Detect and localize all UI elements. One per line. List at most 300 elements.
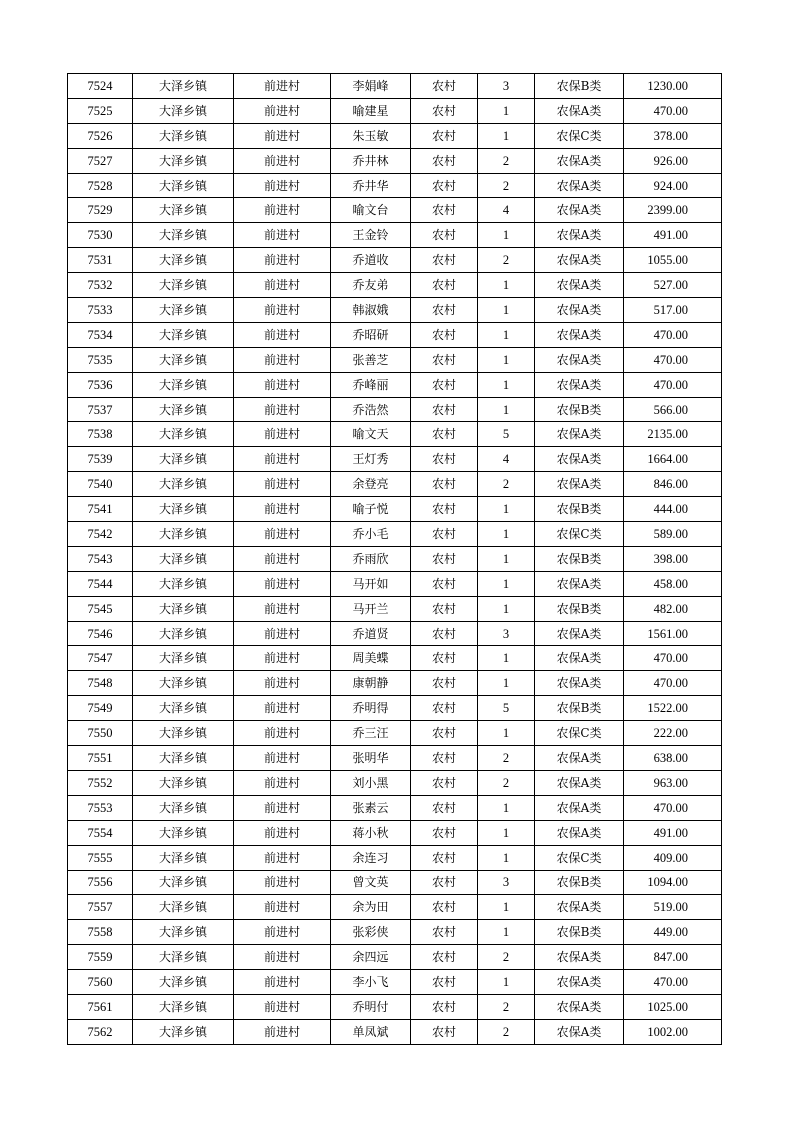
cell-village: 前进村	[234, 223, 331, 248]
cell-village: 前进村	[234, 770, 331, 795]
cell-member-count: 1	[478, 98, 535, 123]
table-row	[68, 522, 722, 547]
cell-village: 前进村	[234, 994, 331, 1019]
cell-member-count: 2	[478, 994, 535, 1019]
cell-amount: 1230.00	[624, 74, 722, 99]
table-row	[68, 472, 722, 497]
cell-town: 大泽乡镇	[133, 98, 234, 123]
table-row	[68, 571, 722, 596]
cell-person-name: 刘小黑	[331, 770, 411, 795]
cell-record-number: 7524	[68, 74, 133, 99]
cell-village: 前进村	[234, 497, 331, 522]
cell-person-name: 乔道收	[331, 248, 411, 273]
cell-amount: 2135.00	[624, 422, 722, 447]
cell-village: 前进村	[234, 322, 331, 347]
cell-amount: 1664.00	[624, 447, 722, 472]
cell-insurance-category: 农保A类	[535, 820, 624, 845]
cell-person-name: 余连习	[331, 845, 411, 870]
cell-town: 大泽乡镇	[133, 472, 234, 497]
cell-record-number: 7562	[68, 1019, 133, 1044]
cell-town: 大泽乡镇	[133, 671, 234, 696]
cell-village: 前进村	[234, 945, 331, 970]
cell-insurance-category: 农保A类	[535, 671, 624, 696]
cell-village: 前进村	[234, 621, 331, 646]
cell-village: 前进村	[234, 447, 331, 472]
cell-village: 前进村	[234, 646, 331, 671]
cell-insurance-category: 农保A类	[535, 298, 624, 323]
cell-amount: 449.00	[624, 920, 722, 945]
cell-village: 前进村	[234, 970, 331, 995]
cell-amount: 470.00	[624, 98, 722, 123]
cell-village: 前进村	[234, 397, 331, 422]
cell-insurance-category: 农保A类	[535, 895, 624, 920]
cell-record-number: 7532	[68, 273, 133, 298]
cell-member-count: 1	[478, 298, 535, 323]
cell-village: 前进村	[234, 347, 331, 372]
cell-household-type: 农村	[411, 546, 478, 571]
cell-village: 前进村	[234, 820, 331, 845]
cell-household-type: 农村	[411, 895, 478, 920]
table-row	[68, 945, 722, 970]
cell-insurance-category: 农保A类	[535, 795, 624, 820]
cell-household-type: 农村	[411, 223, 478, 248]
cell-town: 大泽乡镇	[133, 546, 234, 571]
cell-record-number: 7527	[68, 148, 133, 173]
cell-person-name: 喻子悦	[331, 497, 411, 522]
cell-record-number: 7558	[68, 920, 133, 945]
table-row	[68, 1019, 722, 1044]
cell-town: 大泽乡镇	[133, 347, 234, 372]
cell-person-name: 康朝静	[331, 671, 411, 696]
cell-member-count: 3	[478, 621, 535, 646]
cell-member-count: 2	[478, 472, 535, 497]
cell-insurance-category: 农保A类	[535, 198, 624, 223]
cell-record-number: 7531	[68, 248, 133, 273]
cell-village: 前进村	[234, 795, 331, 820]
cell-household-type: 农村	[411, 248, 478, 273]
cell-village: 前进村	[234, 298, 331, 323]
cell-amount: 378.00	[624, 123, 722, 148]
cell-record-number: 7535	[68, 347, 133, 372]
cell-town: 大泽乡镇	[133, 447, 234, 472]
cell-person-name: 乔雨欣	[331, 546, 411, 571]
cell-person-name: 张彩侠	[331, 920, 411, 945]
cell-town: 大泽乡镇	[133, 820, 234, 845]
cell-amount: 1002.00	[624, 1019, 722, 1044]
cell-insurance-category: 农保B类	[535, 497, 624, 522]
cell-village: 前进村	[234, 248, 331, 273]
cell-household-type: 农村	[411, 870, 478, 895]
cell-record-number: 7526	[68, 123, 133, 148]
cell-person-name: 乔友弟	[331, 273, 411, 298]
cell-insurance-category: 农保A类	[535, 746, 624, 771]
cell-insurance-category: 农保A类	[535, 223, 624, 248]
cell-insurance-category: 农保A类	[535, 322, 624, 347]
cell-village: 前进村	[234, 472, 331, 497]
cell-member-count: 1	[478, 571, 535, 596]
cell-member-count: 2	[478, 173, 535, 198]
cell-town: 大泽乡镇	[133, 970, 234, 995]
cell-record-number: 7549	[68, 696, 133, 721]
cell-village: 前进村	[234, 372, 331, 397]
cell-record-number: 7541	[68, 497, 133, 522]
cell-insurance-category: 农保A类	[535, 148, 624, 173]
cell-insurance-category: 农保A类	[535, 98, 624, 123]
cell-insurance-category: 农保A类	[535, 173, 624, 198]
cell-household-type: 农村	[411, 273, 478, 298]
cell-member-count: 1	[478, 721, 535, 746]
cell-amount: 846.00	[624, 472, 722, 497]
cell-town: 大泽乡镇	[133, 522, 234, 547]
cell-record-number: 7537	[68, 397, 133, 422]
cell-member-count: 3	[478, 870, 535, 895]
cell-insurance-category: 农保A类	[535, 994, 624, 1019]
cell-amount: 1025.00	[624, 994, 722, 1019]
cell-amount: 444.00	[624, 497, 722, 522]
cell-village: 前进村	[234, 1019, 331, 1044]
table-row	[68, 970, 722, 995]
cell-member-count: 1	[478, 671, 535, 696]
cell-amount: 1561.00	[624, 621, 722, 646]
cell-record-number: 7536	[68, 372, 133, 397]
cell-person-name: 蒋小秋	[331, 820, 411, 845]
cell-record-number: 7544	[68, 571, 133, 596]
cell-insurance-category: 农保A类	[535, 273, 624, 298]
cell-household-type: 农村	[411, 621, 478, 646]
cell-person-name: 乔小毛	[331, 522, 411, 547]
cell-village: 前进村	[234, 571, 331, 596]
cell-insurance-category: 农保A类	[535, 422, 624, 447]
cell-insurance-category: 农保A类	[535, 472, 624, 497]
cell-member-count: 2	[478, 945, 535, 970]
cell-amount: 527.00	[624, 273, 722, 298]
cell-village: 前进村	[234, 895, 331, 920]
cell-town: 大泽乡镇	[133, 945, 234, 970]
cell-town: 大泽乡镇	[133, 895, 234, 920]
cell-town: 大泽乡镇	[133, 173, 234, 198]
cell-village: 前进村	[234, 173, 331, 198]
cell-member-count: 4	[478, 447, 535, 472]
table-row	[68, 920, 722, 945]
cell-household-type: 农村	[411, 1019, 478, 1044]
cell-member-count: 1	[478, 546, 535, 571]
table-row	[68, 123, 722, 148]
table-row	[68, 173, 722, 198]
cell-person-name: 单凤斌	[331, 1019, 411, 1044]
cell-record-number: 7525	[68, 98, 133, 123]
cell-village: 前进村	[234, 522, 331, 547]
cell-insurance-category: 农保A类	[535, 646, 624, 671]
cell-household-type: 农村	[411, 198, 478, 223]
table-row	[68, 98, 722, 123]
cell-insurance-category: 农保A类	[535, 447, 624, 472]
cell-member-count: 1	[478, 820, 535, 845]
cell-person-name: 王灯秀	[331, 447, 411, 472]
cell-member-count: 1	[478, 223, 535, 248]
cell-record-number: 7538	[68, 422, 133, 447]
cell-household-type: 农村	[411, 522, 478, 547]
cell-household-type: 农村	[411, 920, 478, 945]
cell-member-count: 2	[478, 770, 535, 795]
cell-town: 大泽乡镇	[133, 148, 234, 173]
cell-village: 前进村	[234, 746, 331, 771]
cell-member-count: 1	[478, 920, 535, 945]
cell-household-type: 农村	[411, 596, 478, 621]
cell-town: 大泽乡镇	[133, 497, 234, 522]
cell-amount: 491.00	[624, 223, 722, 248]
table-row	[68, 671, 722, 696]
cell-member-count: 1	[478, 273, 535, 298]
table-row	[68, 198, 722, 223]
table-row	[68, 148, 722, 173]
cell-town: 大泽乡镇	[133, 273, 234, 298]
cell-household-type: 农村	[411, 820, 478, 845]
cell-town: 大泽乡镇	[133, 1019, 234, 1044]
cell-insurance-category: 农保A类	[535, 770, 624, 795]
cell-person-name: 乔浩然	[331, 397, 411, 422]
cell-town: 大泽乡镇	[133, 571, 234, 596]
cell-record-number: 7547	[68, 646, 133, 671]
cell-amount: 470.00	[624, 322, 722, 347]
cell-amount: 1522.00	[624, 696, 722, 721]
table-row	[68, 223, 722, 248]
cell-insurance-category: 农保B类	[535, 696, 624, 721]
benefit-table	[67, 73, 722, 1045]
cell-town: 大泽乡镇	[133, 621, 234, 646]
cell-person-name: 李娟峰	[331, 74, 411, 99]
cell-person-name: 王金铃	[331, 223, 411, 248]
cell-member-count: 2	[478, 148, 535, 173]
cell-insurance-category: 农保B类	[535, 397, 624, 422]
cell-amount: 519.00	[624, 895, 722, 920]
table-row	[68, 347, 722, 372]
table-row	[68, 372, 722, 397]
cell-town: 大泽乡镇	[133, 795, 234, 820]
cell-record-number: 7557	[68, 895, 133, 920]
table-row	[68, 820, 722, 845]
cell-member-count: 1	[478, 347, 535, 372]
cell-person-name: 乔明付	[331, 994, 411, 1019]
cell-amount: 482.00	[624, 596, 722, 621]
cell-town: 大泽乡镇	[133, 422, 234, 447]
table-row	[68, 870, 722, 895]
table-body	[68, 74, 722, 1045]
cell-record-number: 7528	[68, 173, 133, 198]
cell-household-type: 农村	[411, 472, 478, 497]
cell-member-count: 1	[478, 795, 535, 820]
cell-household-type: 农村	[411, 770, 478, 795]
cell-member-count: 1	[478, 895, 535, 920]
cell-household-type: 农村	[411, 422, 478, 447]
cell-amount: 924.00	[624, 173, 722, 198]
cell-insurance-category: 农保B类	[535, 920, 624, 945]
table-row	[68, 298, 722, 323]
cell-household-type: 农村	[411, 123, 478, 148]
cell-record-number: 7556	[68, 870, 133, 895]
cell-person-name: 周美蝶	[331, 646, 411, 671]
cell-town: 大泽乡镇	[133, 198, 234, 223]
cell-record-number: 7530	[68, 223, 133, 248]
cell-amount: 470.00	[624, 970, 722, 995]
cell-member-count: 4	[478, 198, 535, 223]
cell-member-count: 5	[478, 422, 535, 447]
table-row	[68, 895, 722, 920]
cell-village: 前进村	[234, 721, 331, 746]
cell-record-number: 7554	[68, 820, 133, 845]
cell-person-name: 乔三汪	[331, 721, 411, 746]
table-row	[68, 497, 722, 522]
cell-record-number: 7553	[68, 795, 133, 820]
cell-insurance-category: 农保C类	[535, 721, 624, 746]
cell-village: 前进村	[234, 98, 331, 123]
cell-town: 大泽乡镇	[133, 372, 234, 397]
table-row	[68, 646, 722, 671]
cell-amount: 470.00	[624, 795, 722, 820]
cell-record-number: 7559	[68, 945, 133, 970]
cell-village: 前进村	[234, 123, 331, 148]
cell-town: 大泽乡镇	[133, 397, 234, 422]
table-row	[68, 596, 722, 621]
cell-town: 大泽乡镇	[133, 248, 234, 273]
cell-household-type: 农村	[411, 148, 478, 173]
cell-village: 前进村	[234, 74, 331, 99]
cell-member-count: 1	[478, 845, 535, 870]
cell-amount: 470.00	[624, 372, 722, 397]
cell-member-count: 2	[478, 746, 535, 771]
cell-member-count: 1	[478, 397, 535, 422]
table-row	[68, 696, 722, 721]
cell-amount: 847.00	[624, 945, 722, 970]
cell-amount: 398.00	[624, 546, 722, 571]
cell-town: 大泽乡镇	[133, 845, 234, 870]
cell-person-name: 张善芝	[331, 347, 411, 372]
cell-amount: 638.00	[624, 746, 722, 771]
cell-member-count: 1	[478, 646, 535, 671]
cell-village: 前进村	[234, 198, 331, 223]
cell-member-count: 1	[478, 123, 535, 148]
table-row	[68, 74, 722, 99]
cell-record-number: 7552	[68, 770, 133, 795]
cell-insurance-category: 农保A类	[535, 970, 624, 995]
cell-village: 前进村	[234, 273, 331, 298]
cell-household-type: 农村	[411, 970, 478, 995]
cell-person-name: 乔峰丽	[331, 372, 411, 397]
cell-record-number: 7560	[68, 970, 133, 995]
cell-household-type: 农村	[411, 447, 478, 472]
cell-household-type: 农村	[411, 945, 478, 970]
cell-household-type: 农村	[411, 497, 478, 522]
cell-record-number: 7546	[68, 621, 133, 646]
cell-household-type: 农村	[411, 322, 478, 347]
cell-record-number: 7542	[68, 522, 133, 547]
cell-record-number: 7540	[68, 472, 133, 497]
cell-household-type: 农村	[411, 298, 478, 323]
cell-person-name: 乔昭研	[331, 322, 411, 347]
cell-record-number: 7561	[68, 994, 133, 1019]
cell-amount: 1094.00	[624, 870, 722, 895]
cell-member-count: 1	[478, 522, 535, 547]
cell-amount: 517.00	[624, 298, 722, 323]
cell-insurance-category: 农保A类	[535, 1019, 624, 1044]
cell-record-number: 7555	[68, 845, 133, 870]
cell-member-count: 5	[478, 696, 535, 721]
cell-insurance-category: 农保A类	[535, 248, 624, 273]
cell-household-type: 农村	[411, 994, 478, 1019]
cell-person-name: 朱玉敏	[331, 123, 411, 148]
cell-person-name: 马开如	[331, 571, 411, 596]
cell-person-name: 张素云	[331, 795, 411, 820]
cell-household-type: 农村	[411, 845, 478, 870]
cell-record-number: 7545	[68, 596, 133, 621]
cell-amount: 458.00	[624, 571, 722, 596]
cell-household-type: 农村	[411, 347, 478, 372]
cell-village: 前进村	[234, 422, 331, 447]
cell-insurance-category: 农保C类	[535, 123, 624, 148]
cell-amount: 470.00	[624, 646, 722, 671]
table-row	[68, 746, 722, 771]
cell-record-number: 7539	[68, 447, 133, 472]
cell-record-number: 7543	[68, 546, 133, 571]
cell-town: 大泽乡镇	[133, 646, 234, 671]
table-row	[68, 721, 722, 746]
cell-town: 大泽乡镇	[133, 994, 234, 1019]
cell-person-name: 余登亮	[331, 472, 411, 497]
cell-town: 大泽乡镇	[133, 920, 234, 945]
cell-insurance-category: 农保B类	[535, 546, 624, 571]
cell-record-number: 7529	[68, 198, 133, 223]
cell-member-count: 2	[478, 1019, 535, 1044]
table-row	[68, 770, 722, 795]
cell-town: 大泽乡镇	[133, 870, 234, 895]
table-row	[68, 422, 722, 447]
cell-member-count: 1	[478, 596, 535, 621]
cell-village: 前进村	[234, 148, 331, 173]
cell-person-name: 马开兰	[331, 596, 411, 621]
cell-record-number: 7534	[68, 322, 133, 347]
cell-insurance-category: 农保C类	[535, 845, 624, 870]
cell-amount: 963.00	[624, 770, 722, 795]
cell-amount: 589.00	[624, 522, 722, 547]
cell-person-name: 曾文英	[331, 870, 411, 895]
cell-person-name: 乔井华	[331, 173, 411, 198]
cell-record-number: 7548	[68, 671, 133, 696]
cell-village: 前进村	[234, 546, 331, 571]
cell-insurance-category: 农保A类	[535, 571, 624, 596]
table-row	[68, 248, 722, 273]
cell-member-count: 1	[478, 497, 535, 522]
cell-amount: 222.00	[624, 721, 722, 746]
cell-person-name: 张明华	[331, 746, 411, 771]
cell-insurance-category: 农保C类	[535, 522, 624, 547]
cell-amount: 2399.00	[624, 198, 722, 223]
cell-town: 大泽乡镇	[133, 696, 234, 721]
cell-amount: 566.00	[624, 397, 722, 422]
cell-amount: 491.00	[624, 820, 722, 845]
cell-village: 前进村	[234, 671, 331, 696]
cell-member-count: 1	[478, 970, 535, 995]
cell-person-name: 乔井林	[331, 148, 411, 173]
cell-household-type: 农村	[411, 646, 478, 671]
table-row	[68, 845, 722, 870]
cell-town: 大泽乡镇	[133, 322, 234, 347]
table-row	[68, 994, 722, 1019]
table-row	[68, 546, 722, 571]
cell-village: 前进村	[234, 920, 331, 945]
cell-member-count: 1	[478, 372, 535, 397]
cell-village: 前进村	[234, 696, 331, 721]
cell-town: 大泽乡镇	[133, 123, 234, 148]
cell-person-name: 喻文天	[331, 422, 411, 447]
